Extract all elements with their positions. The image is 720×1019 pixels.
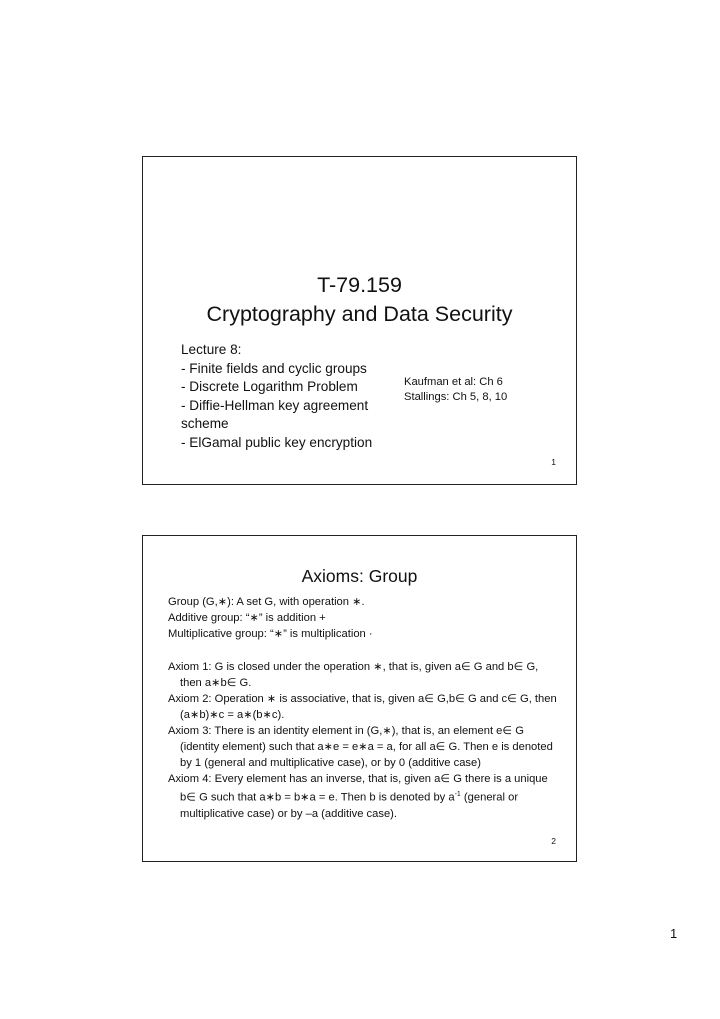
axiom-item [168, 771, 563, 822]
axiom-item: Axiom 3: There is an identity element in (G,∗), that is, an element e∈ G (identity element) such that a∗e = e∗a = a, for all a∈ G. Then e is denoted by 1 (general and multiplicative case), or by 0 (additive case) [168, 725, 553, 769]
slide-1-title [143, 271, 576, 329]
inverse-superscript: -1 [454, 791, 461, 798]
axiom-item: Axiom 2: Operation ∗ is associative, that is, given a∈ G,b∈ G and c∈ G, then (a∗b)∗c = a∗(b∗c). [168, 693, 557, 721]
course-code: T-79.159 [317, 273, 402, 297]
lecture-label: Lecture 8: [181, 342, 242, 357]
axiom-item: Axiom 1: G is closed under the operation ∗, that is, given a∈ G and b∈ G, then a∗b∈ G. [168, 661, 539, 689]
references [404, 375, 507, 404]
topic-item: - Diffie-Hellman key agreement scheme [181, 397, 369, 431]
axiom-4-text: Axiom 4: Every element has an inverse, that is, given a∈ G there is a unique b∈ G such that a∗b = b∗a = e. Then b is denoted by a [168, 773, 548, 804]
course-name: Cryptography and Data Security [206, 302, 513, 326]
definition-line: Multiplicative group: “∗” is multiplication · [168, 628, 373, 640]
reference-item: Kaufman et al: Ch 6 [404, 376, 503, 388]
slide-2 [142, 535, 577, 862]
slide-1 [142, 156, 577, 485]
lecture-topics [181, 341, 401, 452]
topic-item: - Finite fields and cyclic groups [181, 360, 367, 376]
axiom-4-tail: (general or multiplicative case) or by –a (additive case). [180, 791, 519, 820]
topic-item: - Discrete Logarithm Problem [181, 379, 358, 394]
spacer [168, 642, 563, 659]
slide-2-body [168, 594, 563, 822]
definition-line: Additive group: “∗” is addition + [168, 612, 326, 624]
definition-line: Group (G,∗): A set G, with operation ∗. [168, 596, 365, 608]
reference-item: Stallings: Ch 5, 8, 10 [404, 390, 508, 403]
slide-number: 2 [551, 836, 556, 846]
slide-number: 1 [551, 457, 556, 467]
page-number: 1 [670, 926, 678, 941]
topic-item: - ElGamal public key encryption [181, 434, 373, 450]
slide-2-title: Axioms: Group [301, 566, 418, 586]
